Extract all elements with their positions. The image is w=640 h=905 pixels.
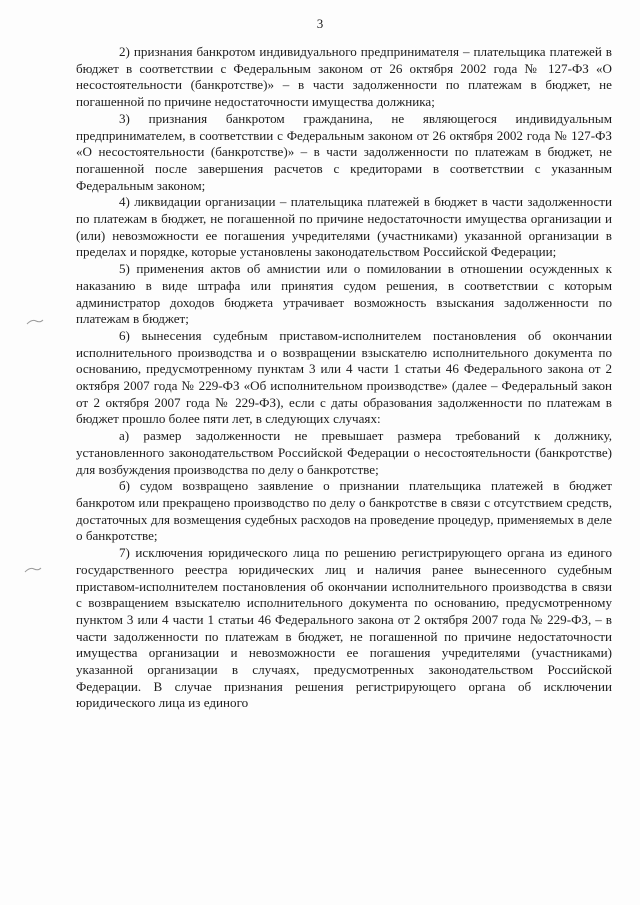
paragraph-item-3: 3) признания банкротом гражданина, не являющегося индивидуальным предпринимателем, в соответствии с Федеральным законом от 26 октября 2002 года № 127-ФЗ «О несостоятельности (банкротстве)» – в части задолженности по платежам в бюджет, не погашенной после завершения расчетов с кредиторами в соответствии с указанным Федеральным законом; [76, 110, 612, 193]
paragraph-item-5: 5) применения актов об амнистии или о помиловании в отношении осужденных к наказанию в виде штрафа или принятия судом решения, в соответствии с которым администратор доходов бюджета утрачивает возможность взыскания задолженности по платежам в бюджет; [76, 261, 612, 327]
paragraph-subitem-a: а) размер задолженности не превышает размера требований к должнику, установленного законодательством Российской Федерации о несостоятельности (банкротстве) для возбуждения производства по делу о банкротстве; [76, 428, 612, 477]
page-number: 3 [316, 16, 324, 31]
paragraph-item-4: 4) ликвидации организации – плательщика платежей в бюджет в части задолженности по платежам в бюджет, не погашенной по причине недостаточности имущества организации и (или) невозможности ее погашения учредителями (участниками) указанной организации в пределах и порядке, которые установлены законодательством Российской Федерации; [76, 194, 612, 260]
paragraph-subitem-b: б) судом возвращено заявление о признании плательщика платежей в бюджет банкротом или прекращено производство по делу о банкротстве в связи с отсутствием средств, достаточных для возмещения судебных расходов на проведение процедур, применяемых в деле о банкротстве; [76, 478, 612, 544]
paragraph-item-2: 2) признания банкротом индивидуального предпринимателя – плательщика платежей в бюджет в соответствии с Федеральным законом от 26 октября 2002 года № 127-ФЗ «О несостоятельности (банкротстве)» – в части задолженности по платежам в бюджет, не погашенной по причине недостаточности имущества должника; [76, 44, 612, 110]
paragraph-item-6: 6) вынесения судебным приставом-исполнителем постановления об окончании исполнительного производства и о возвращении взыскателю исполнительного документа по основанию, предусмотренному пунктам 3 или 4 части 1 статьи 46 Федерального закона от 2 октября 2007 года № 229-ФЗ «Об исполнительном производстве» (далее – Федеральный закон от 2 октября 2007 года № 229-ФЗ), если с даты образования задолженности по платежам в бюджет прошло более пяти лет, в следующих случаях: [76, 327, 612, 427]
margin-mark [26, 318, 44, 326]
document-body [76, 44, 612, 712]
margin-mark [24, 566, 42, 574]
paragraph-item-7: 7) исключения юридического лица по решению регистрирующего органа из единого государственного реестра юридических лиц и наличия ранее вынесенного судебным приставом-исполнителем постановления об окончании исполнительного производства в связи с возвращением взыскателю исполнительного документа по основанию, предусмотренному пунктом 3 или 4 части 1 статьи 46 Федерального закона от 2 октября 2007 года № 229-ФЗ, – в части задолженности по платежам в бюджет, не погашенной по причине недостаточности имущества организации и невозможности ее погашения учредителями (участниками) указанной организации в случаях, предусмотренных законодательством Российской Федерации. В случае признания решения регистрирующего органа об исключении юридического лица из единого [76, 545, 612, 711]
